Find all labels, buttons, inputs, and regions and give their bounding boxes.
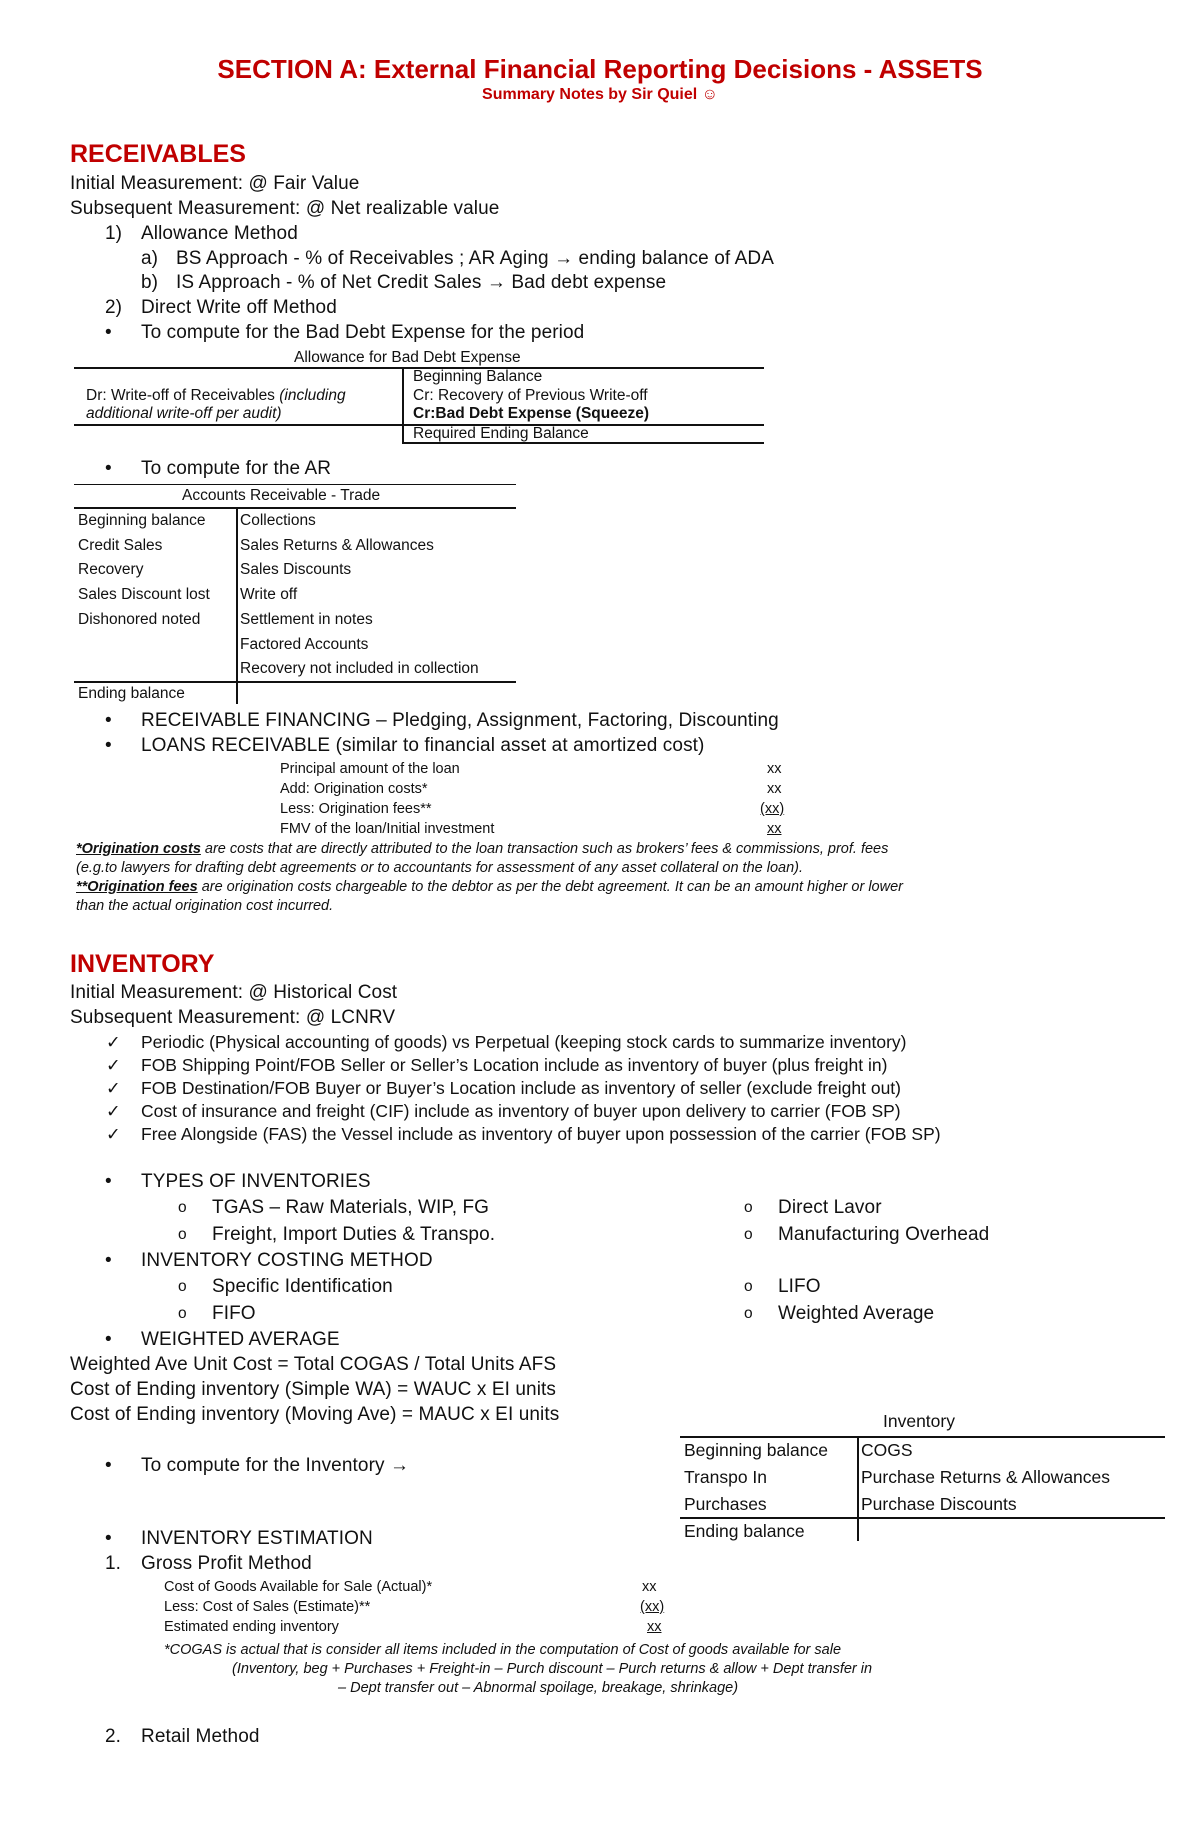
receivables-initial-measurement: Initial Measurement: @ Fair Value bbox=[70, 173, 360, 194]
divider bbox=[402, 442, 764, 444]
sub-bullet-icon: o bbox=[178, 1199, 187, 1216]
required-ending-balance: Required Ending Balance bbox=[413, 425, 589, 442]
credit-recovery: Cr: Recovery of Previous Write-off bbox=[413, 387, 648, 404]
check-icon: ✓ bbox=[106, 1124, 121, 1144]
ar-credit-item: Sales Discounts bbox=[240, 561, 352, 578]
check-item: FOB Shipping Point/FOB Seller or Seller’s Location include as inventory of buyer (plus freight in) bbox=[141, 1055, 888, 1075]
cogas-note-line2: (Inventory, beg + Purchases + Freight-in – Purch discount – Purch returns & allow + Dept transfer in bbox=[232, 1661, 873, 1677]
inventory-type: TGAS – Raw Materials, WIP, FG bbox=[212, 1197, 490, 1218]
sub-bullet-icon: o bbox=[744, 1305, 753, 1322]
receivables-subsequent-measurement: Subsequent Measurement: @ Net realizable value bbox=[70, 198, 500, 219]
calc-label: Less: Cost of Sales (Estimate)** bbox=[164, 1599, 371, 1615]
divider bbox=[680, 1517, 1165, 1519]
t-account-title: Allowance for Bad Debt Expense bbox=[294, 349, 521, 366]
bullet-icon: • bbox=[105, 1528, 112, 1549]
retail-method: Retail Method bbox=[141, 1726, 260, 1747]
inventory-costing-method: INVENTORY COSTING METHOD bbox=[141, 1250, 433, 1271]
receivables-heading: RECEIVABLES bbox=[70, 140, 246, 168]
inventory-type: Freight, Import Duties & Transpo. bbox=[212, 1224, 496, 1245]
weighted-average-heading: WEIGHTED AVERAGE bbox=[141, 1329, 340, 1350]
check-icon: ✓ bbox=[106, 1101, 121, 1121]
calc-label: Principal amount of the loan bbox=[280, 761, 460, 777]
calc-label: Less: Origination fees** bbox=[280, 801, 432, 817]
bullet-ar: To compute for the AR bbox=[141, 458, 332, 479]
ar-credit-item: Sales Returns & Allowances bbox=[240, 537, 434, 554]
calc-label: Estimated ending inventory bbox=[164, 1619, 339, 1635]
inventory-heading: INVENTORY bbox=[70, 950, 215, 978]
bullet-compute-inventory: To compute for the Inventory → bbox=[141, 1455, 410, 1476]
is-approach: IS Approach - % of Net Credit Sales → Bad debt expense bbox=[176, 272, 667, 293]
bullet-icon: • bbox=[105, 1250, 112, 1271]
t-account-title: Accounts Receivable - Trade bbox=[182, 487, 381, 504]
calc-value: xx bbox=[642, 1579, 657, 1595]
sub-bullet-icon: o bbox=[178, 1226, 187, 1243]
t-account-title: Inventory bbox=[883, 1411, 955, 1431]
ar-credit-item: Settlement in notes bbox=[240, 611, 373, 628]
calc-value: (xx) bbox=[760, 801, 785, 817]
sub-bullet-icon: o bbox=[178, 1305, 187, 1322]
check-icon: ✓ bbox=[106, 1078, 121, 1098]
check-icon: ✓ bbox=[106, 1032, 121, 1052]
ar-ending-balance: Ending balance bbox=[78, 685, 185, 702]
calc-value: xx bbox=[767, 761, 782, 777]
inv-ending-balance: Ending balance bbox=[684, 1521, 805, 1541]
costing-method: FIFO bbox=[212, 1303, 256, 1324]
cogas-note: *COGAS is actual that is consider all items included in the computation of Cost of goods available for sale bbox=[164, 1642, 842, 1658]
page-subtitle: Summary Notes by Sir Quiel ☺ bbox=[482, 86, 718, 103]
costing-method: LIFO bbox=[778, 1276, 821, 1297]
bullet-icon: • bbox=[105, 1171, 112, 1192]
list-number: 2. bbox=[105, 1726, 122, 1747]
check-icon: ✓ bbox=[106, 1055, 121, 1075]
list-number: 1) bbox=[105, 223, 123, 244]
sub-bullet-icon: o bbox=[744, 1226, 753, 1243]
inv-debit-item: Purchases bbox=[684, 1494, 767, 1514]
ar-debit-item: Beginning balance bbox=[78, 512, 206, 529]
divider bbox=[74, 507, 516, 509]
ar-debit-item: Recovery bbox=[78, 561, 144, 578]
inv-credit-item: Purchase Discounts bbox=[861, 1494, 1017, 1514]
ar-debit-item: Dishonored noted bbox=[78, 611, 201, 628]
credit-bad-debt-expense: Cr:Bad Debt Expense (Squeeze) bbox=[413, 405, 649, 422]
ar-credit-item: Collections bbox=[240, 512, 316, 529]
sub-bullet-icon: o bbox=[744, 1199, 753, 1216]
ar-credit-item: Factored Accounts bbox=[240, 636, 369, 653]
calc-value: xx bbox=[647, 1619, 662, 1635]
divider bbox=[236, 508, 238, 704]
ar-credit-item: Recovery not included in collection bbox=[240, 660, 479, 677]
ar-debit-item: Credit Sales bbox=[78, 537, 163, 554]
divider bbox=[402, 367, 404, 443]
bullet-loans-receivable: LOANS RECEIVABLE (similar to financial asset at amortized cost) bbox=[141, 735, 705, 756]
list-letter: a) bbox=[141, 248, 159, 269]
divider bbox=[74, 681, 516, 683]
inv-debit-item: Transpo In bbox=[684, 1467, 768, 1487]
wa-formula: Cost of Ending inventory (Moving Ave) = MAUC x EI units bbox=[70, 1404, 560, 1425]
divider bbox=[74, 484, 516, 485]
wa-formula: Weighted Ave Unit Cost = Total COGAS / Total Units AFS bbox=[70, 1354, 557, 1375]
sub-bullet-icon: o bbox=[744, 1278, 753, 1295]
bullet-receivable-financing: RECEIVABLE FINANCING – Pledging, Assignment, Factoring, Discounting bbox=[141, 710, 779, 731]
gross-profit-method: Gross Profit Method bbox=[141, 1553, 312, 1574]
inv-credit-item: Purchase Returns & Allowances bbox=[861, 1467, 1111, 1487]
types-of-inventories: TYPES OF INVENTORIES bbox=[141, 1171, 371, 1192]
origination-costs-note: *Origination costs are costs that are directly attributed to the loan transaction such as brokers’ fees & commissions, prof. fees bbox=[76, 841, 889, 857]
bullet-icon: • bbox=[105, 1329, 112, 1350]
debit-write-off: Dr: Write-off of Receivables (including bbox=[86, 387, 346, 404]
calc-label: Cost of Goods Available for Sale (Actual)* bbox=[164, 1579, 433, 1595]
inventory-type: Direct Lavor bbox=[778, 1197, 882, 1218]
list-number: 1. bbox=[105, 1553, 122, 1574]
list-number: 2) bbox=[105, 297, 123, 318]
check-item: Cost of insurance and freight (CIF) include as inventory of buyer upon delivery to carrier (FOB SP) bbox=[141, 1101, 901, 1121]
bullet-icon: • bbox=[105, 735, 112, 756]
wa-formula: Cost of Ending inventory (Simple WA) = WAUC x EI units bbox=[70, 1379, 557, 1400]
calc-value: xx bbox=[767, 821, 782, 837]
inventory-initial-measurement: Initial Measurement: @ Historical Cost bbox=[70, 982, 398, 1003]
inv-credit-item: COGS bbox=[861, 1440, 913, 1460]
check-item: Free Alongside (FAS) the Vessel include as inventory of buyer upon possession of the carrier (FOB SP) bbox=[141, 1124, 941, 1144]
ar-debit-item: Sales Discount lost bbox=[78, 586, 210, 603]
origination-costs-note-line2: (e.g.to lawyers for drafting debt agreements or to accountants for assessment of any asset collateral on the loan). bbox=[76, 860, 803, 876]
bullet-icon: • bbox=[105, 458, 112, 479]
check-item: Periodic (Physical accounting of goods) vs Perpetual (keeping stock cards to summarize inventory) bbox=[141, 1032, 907, 1052]
bullet-bad-debt-expense: To compute for the Bad Debt Expense for the period bbox=[141, 322, 585, 343]
divider bbox=[680, 1436, 1165, 1438]
bullet-icon: • bbox=[105, 710, 112, 731]
inventory-estimation-heading: INVENTORY ESTIMATION bbox=[141, 1528, 373, 1549]
inventory-subsequent-measurement: Subsequent Measurement: @ LCNRV bbox=[70, 1007, 396, 1028]
debit-write-off-note: additional write-off per audit) bbox=[86, 405, 282, 422]
calc-label: Add: Origination costs* bbox=[280, 781, 428, 797]
costing-method: Specific Identification bbox=[212, 1276, 393, 1297]
list-letter: b) bbox=[141, 272, 159, 293]
origination-fees-note: **Origination fees are origination costs chargeable to the debtor as per the debt agreement. It can be an amount higher or lower bbox=[76, 879, 903, 895]
ar-credit-item: Write off bbox=[240, 586, 298, 603]
inventory-type: Manufacturing Overhead bbox=[778, 1224, 990, 1245]
divider bbox=[857, 1437, 859, 1541]
credit-beginning-balance: Beginning Balance bbox=[413, 368, 543, 385]
page-title: SECTION A: External Financial Reporting Decisions - ASSETS bbox=[217, 54, 983, 84]
inv-debit-item: Beginning balance bbox=[684, 1440, 829, 1460]
origination-fees-note-line2: than the actual origination cost incurred. bbox=[76, 898, 334, 914]
allowance-method: Allowance Method bbox=[141, 223, 298, 244]
check-item: FOB Destination/FOB Buyer or Buyer’s Location include as inventory of seller (exclude freight out) bbox=[141, 1078, 901, 1098]
calc-value: xx bbox=[767, 781, 782, 797]
calc-label: FMV of the loan/Initial investment bbox=[280, 821, 495, 837]
bullet-icon: • bbox=[105, 322, 112, 343]
bullet-icon: • bbox=[105, 1455, 112, 1476]
bs-approach: BS Approach - % of Receivables ; AR Aging → ending balance of ADA bbox=[176, 248, 774, 269]
cogas-note-line3: – Dept transfer out – Abnormal spoilage, breakage, shrinkage) bbox=[338, 1680, 739, 1696]
direct-write-off-method: Direct Write off Method bbox=[141, 297, 337, 318]
costing-method: Weighted Average bbox=[778, 1303, 935, 1324]
calc-value: (xx) bbox=[640, 1599, 665, 1615]
sub-bullet-icon: o bbox=[178, 1278, 187, 1295]
